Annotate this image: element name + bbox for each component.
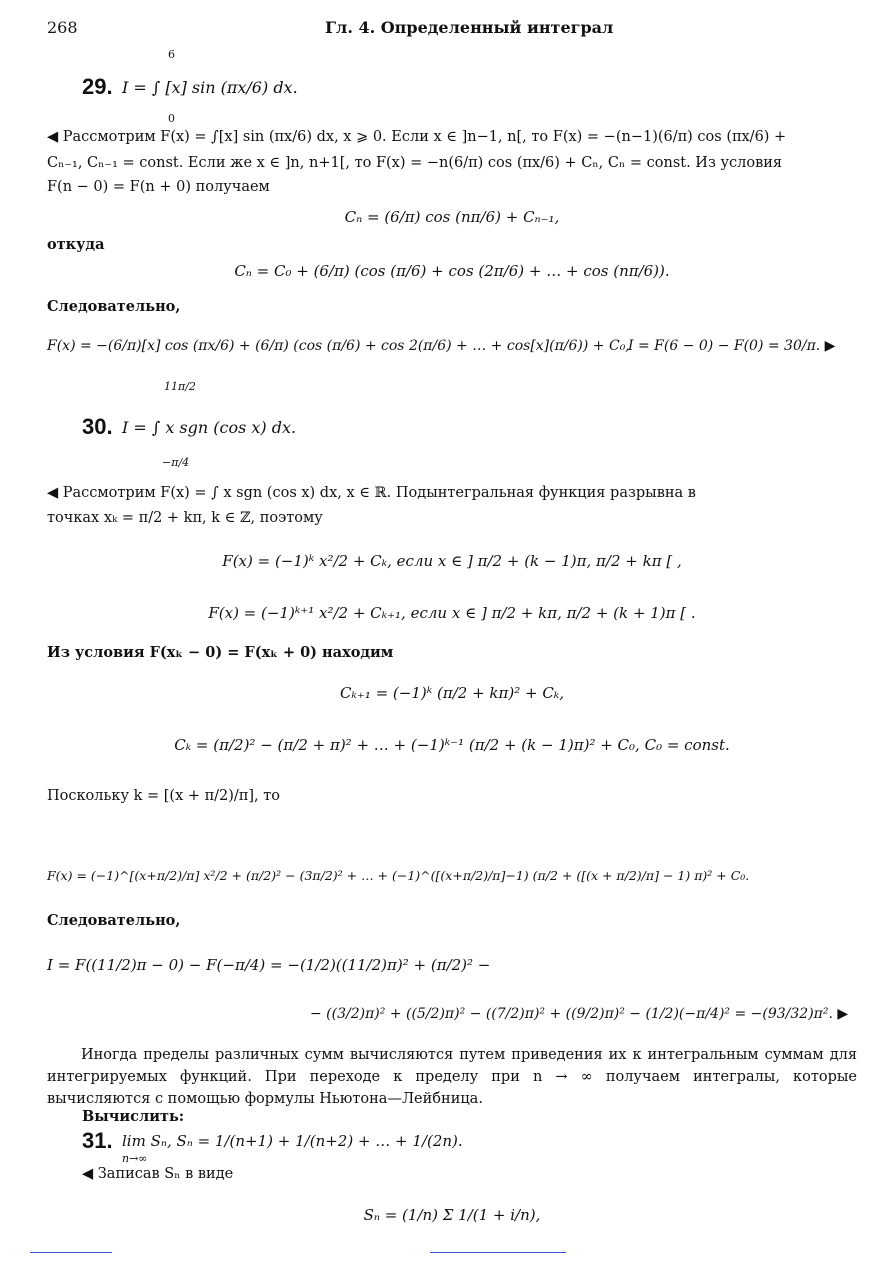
problem-31-formula: lim Sₙ, Sₙ = 1/(n+1) + 1/(n+2) + … + 1/(2n). xyxy=(122,1132,463,1150)
page-number: 268 xyxy=(47,18,78,37)
problem-30-lower-limit: −π/4 xyxy=(162,456,190,469)
equation-I2-30: − ((3/2)π)² + ((5/2)π)² − ((7/2)π)² + ((9/2)π)² − (1/2)(−π/4)² = −(93/32)π². ▶ xyxy=(310,1006,849,1022)
problem-29-integral: I = ∫ [x] sin (πx/6) dx. xyxy=(122,78,298,97)
problem-29-solution-line-2: Cₙ₋₁, Cₙ₋₁ = const. Если же x ∈ ]n, n+1[, то F(x) = −n(6/π) cos (πx/6) + Cₙ, Cₙ = const. Из условия xyxy=(47,155,783,171)
equation-sn: Sₙ = (1/n) Σ 1/(1 + i/n), xyxy=(363,1206,541,1224)
problem-31-solution-line-1: ◀ Записав Sₙ в виде xyxy=(82,1166,234,1182)
problem-29-upper-limit: 6 xyxy=(168,48,175,61)
problem-30-solution-line-2: точках xₖ = π/2 + kπ, k ∈ ℤ, поэтому xyxy=(47,510,323,526)
intro-paragraph: Иногда пределы различных сумм вычисляются путем приведения их к интегральным суммам для интегрируемых функций. При переходе к пределу при n → ∞ получаем интегралы, которые вычисляются с помощью формулы Ньютона—Лейбница. xyxy=(47,1047,857,1107)
problem-29-solution-line-1: ◀ Рассмотрим F(x) = ∫[x] sin (πx/6) dx, x ⩾ 0. Если x ∈ ]n−1, n[, то F(x) = −(n−1)(6/π) cos (πx/6) + xyxy=(47,129,787,145)
problem-29-number: 29. xyxy=(82,74,113,99)
text-sledovatelno-2: Следовательно, xyxy=(47,912,181,929)
equation-I1-30: I = F((11/2)π − 0) − F(−π/4) = −(1/2)((11/2)π)² + (π/2)² − xyxy=(47,956,491,974)
equation-F-29: F(x) = −(6/π)[x] cos (πx/6) + (6/π) (cos (π/6) + cos 2(π/6) + … + cos[x](π/6)) + C₀, xyxy=(47,338,630,354)
equation-ck1: Cₖ₊₁ = (−1)ᵏ (π/2 + kπ)² + Cₖ, xyxy=(339,684,565,702)
equation-I-29: I = F(6 − 0) − F(0) = 30/π. ▶ xyxy=(628,338,836,354)
text-vychislit: Вычислить: xyxy=(82,1108,185,1125)
equation-cn: Cₙ = (6/π) cos (nπ/6) + Cₙ₋₁, xyxy=(344,208,560,226)
equation-cn-sum: Cₙ = C₀ + (6/π) (cos (π/6) + cos (2π/6) + … + cos (nπ/6)). xyxy=(234,262,670,280)
equation-ck: Cₖ = (π/2)² − (π/2 + π)² + … + (−1)ᵏ⁻¹ (π/2 + (k − 1)π)² + C₀, C₀ = const. xyxy=(174,736,730,754)
problem-29-solution-line-3: F(n − 0) = F(n + 0) получаем xyxy=(47,179,270,195)
text-poskolku: Поскольку k = [(x + π/2)/π], то xyxy=(47,788,280,804)
equation-F2-30: F(x) = (−1)ᵏ⁺¹ x²/2 + Cₖ₊₁, если x ∈ ] π/2 + kπ, π/2 + (k + 1)π [ . xyxy=(208,604,696,622)
problem-29-lower-limit: 0 xyxy=(168,112,175,125)
problem-30-solution-line-1: ◀ Рассмотрим F(x) = ∫ x sgn (cos x) dx, x ∈ ℝ. Подынтегральная функция разрывна в xyxy=(47,485,696,501)
text-otkuda: откуда xyxy=(47,236,105,253)
equation-F1-30: F(x) = (−1)ᵏ x²/2 + Cₖ, если x ∈ ] π/2 + (k − 1)π, π/2 + kπ [ , xyxy=(222,552,682,570)
footer-line-right xyxy=(430,1252,566,1253)
chapter-title: Гл. 4. Определенный интеграл xyxy=(325,18,614,37)
problem-31-lim-subscript: n→∞ xyxy=(122,1152,148,1165)
problem-31-number: 31. xyxy=(82,1128,113,1153)
equation-Fx-30: F(x) = (−1)^[(x+π/2)/π] x²/2 + (π/2)² − (3π/2)² + … + (−1)^([(x+π/2)/π]−1) (π/2 + ([(x + π/2)/π] − 1) π)² + C₀. xyxy=(47,868,750,883)
text-sledovatelno-1: Следовательно, xyxy=(47,298,181,315)
problem-30-integral: I = ∫ x sgn (cos x) dx. xyxy=(122,418,297,437)
text-iz-usloviya: Из условия F(xₖ − 0) = F(xₖ + 0) находим xyxy=(47,644,394,661)
footer-line-left xyxy=(30,1252,112,1253)
problem-30-number: 30. xyxy=(82,414,113,439)
problem-30-upper-limit: 11π/2 xyxy=(164,380,196,393)
